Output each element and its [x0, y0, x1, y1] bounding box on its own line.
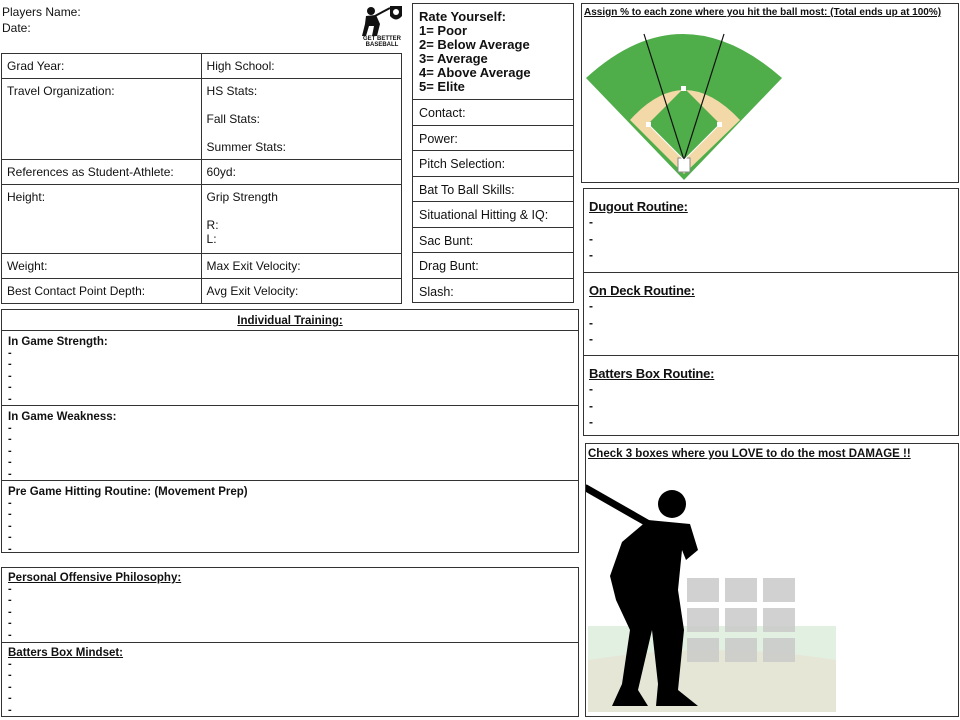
dash-line[interactable]: -	[8, 605, 12, 618]
dash-line[interactable]: -	[8, 467, 12, 480]
travel-organization-field[interactable]: Travel Organization:	[2, 79, 202, 160]
strike-zone-box[interactable]	[687, 578, 719, 602]
contact-point-depth-field[interactable]: Best Contact Point Depth:	[2, 279, 202, 304]
scale-item: 3= Average	[419, 51, 488, 66]
routine-section	[584, 189, 958, 272]
dash-line[interactable]: -	[8, 703, 12, 716]
damage-zone-title: Check 3 boxes where you LOVE to do the most DAMAGE !!	[588, 448, 911, 460]
table-row	[2, 185, 402, 254]
philosophy-panel	[1, 567, 579, 717]
dash-line[interactable]: -	[8, 628, 12, 641]
dash-line[interactable]: -	[589, 248, 593, 262]
references-field[interactable]: References as Student-Athlete:	[2, 160, 202, 185]
rating-sac-bunt[interactable]: Sac Bunt:	[413, 227, 573, 253]
grip-right-label: R:	[206, 218, 219, 232]
dash-line[interactable]: -	[589, 398, 593, 413]
grip-left-label: L:	[206, 232, 217, 246]
dash-line[interactable]: -	[8, 669, 12, 682]
strike-zone-box[interactable]	[763, 638, 795, 662]
routine-list	[584, 189, 958, 435]
table-row	[2, 254, 402, 279]
grip-strength-cell[interactable]	[201, 185, 401, 254]
in-game-strength-section	[2, 330, 578, 405]
rating-contact[interactable]: Contact:	[413, 99, 573, 125]
dash-line[interactable]: -	[8, 680, 12, 693]
strike-zone-box[interactable]	[725, 638, 757, 662]
dash-line[interactable]: -	[8, 508, 12, 521]
dash-line[interactable]: -	[8, 358, 12, 371]
routine-title: Batters Box Routine:	[589, 366, 715, 381]
dash-line[interactable]: -	[8, 583, 12, 595]
fall-stats-label: Fall Stats:	[206, 112, 260, 126]
dash-line[interactable]: -	[8, 392, 12, 405]
logo-text-2: BASEBALL	[365, 42, 399, 48]
dash-line[interactable]: -	[8, 347, 12, 359]
rating-power[interactable]: Power:	[413, 125, 573, 151]
dash-line[interactable]: -	[589, 332, 593, 346]
dash-line[interactable]: -	[8, 456, 12, 469]
strike-zone-grid	[687, 578, 795, 658]
sixty-yard-field[interactable]: 60yd:	[201, 160, 401, 185]
section-title: Personal Offensive Philosophy:	[8, 572, 182, 584]
rating-bat-to-ball[interactable]: Bat To Ball Skills:	[413, 176, 573, 202]
scale-item: 5= Elite	[419, 79, 465, 94]
dash-line[interactable]: -	[589, 415, 593, 429]
pre-game-routine-section	[2, 480, 578, 555]
home-plate-box	[678, 158, 690, 172]
hit-zone-title: Assign % to each zone where you hit the ball most: (Total ends up at 100%)	[584, 7, 942, 18]
dash-line[interactable]: -	[8, 497, 12, 509]
get-better-baseball-logo	[360, 4, 404, 48]
table-row	[2, 160, 402, 185]
dash-line[interactable]: -	[8, 692, 12, 705]
damage-zone-panel	[585, 443, 959, 717]
dash-line[interactable]: -	[8, 422, 12, 434]
dash-line[interactable]: -	[8, 617, 12, 630]
player-header	[2, 4, 81, 36]
dash-line[interactable]: -	[8, 658, 12, 670]
routine-section	[584, 272, 958, 355]
dash-line[interactable]: -	[8, 531, 12, 544]
baseball-field-diagram[interactable]	[582, 20, 788, 180]
strike-zone-box[interactable]	[763, 578, 795, 602]
strike-zone-box[interactable]	[725, 578, 757, 602]
in-game-weakness-section	[2, 405, 578, 480]
table-row	[2, 79, 402, 160]
grad-year-field[interactable]: Grad Year:	[2, 54, 202, 79]
dash-line[interactable]: -	[589, 231, 593, 246]
scale-item: 2= Below Average	[419, 37, 530, 52]
hit-zone-panel	[581, 3, 959, 183]
rating-situational-hitting[interactable]: Situational Hitting & IQ:	[413, 201, 573, 227]
strike-zone-box[interactable]	[687, 608, 719, 632]
dash-line[interactable]: -	[589, 382, 593, 396]
dash-line[interactable]: -	[8, 594, 12, 607]
avg-exit-velocity-field[interactable]: Avg Exit Velocity:	[201, 279, 401, 304]
grip-strength-label: Grip Strength	[206, 190, 278, 204]
section-title: Pre Game Hitting Routine: (Movement Prep)	[8, 486, 248, 498]
dash-line[interactable]: -	[589, 299, 593, 313]
rating-drag-bunt[interactable]: Drag Bunt:	[413, 252, 573, 278]
strike-zone-box[interactable]	[687, 638, 719, 662]
section-title: In Game Weakness:	[8, 411, 117, 423]
dash-line[interactable]: -	[589, 215, 593, 229]
player-name-label: Players Name:	[2, 5, 81, 19]
dash-line[interactable]: -	[8, 369, 12, 382]
table-row	[2, 279, 402, 304]
dash-line[interactable]: -	[8, 519, 12, 532]
height-field[interactable]: Height:	[2, 185, 202, 254]
rating-slash[interactable]: Slash:	[413, 278, 573, 304]
summer-stats-label: Summer Stats:	[206, 140, 286, 154]
individual-training-panel	[1, 309, 579, 553]
dash-line[interactable]: -	[8, 542, 12, 555]
scale-item: 4= Above Average	[419, 65, 531, 80]
batters-box-mindset-section	[2, 642, 578, 716]
routines-panel	[583, 188, 959, 436]
routine-title: On Deck Routine:	[589, 283, 695, 298]
table-row	[2, 54, 402, 79]
date-label: Date:	[2, 21, 31, 35]
logo-text-1: GET BETTER	[362, 36, 401, 42]
dash-line[interactable]: -	[8, 433, 12, 446]
strike-zone-box[interactable]	[725, 608, 757, 632]
dash-line[interactable]: -	[8, 381, 12, 394]
dash-line[interactable]: -	[8, 444, 12, 457]
offensive-philosophy-section	[2, 568, 578, 642]
dash-line[interactable]: -	[589, 315, 593, 330]
strike-zone-box[interactable]	[763, 608, 795, 632]
first-base	[717, 122, 722, 127]
section-title: In Game Strength:	[8, 336, 108, 348]
routine-section	[584, 355, 958, 435]
rating-pitch-selection[interactable]: Pitch Selection:	[413, 150, 573, 176]
max-exit-velocity-field[interactable]: Max Exit Velocity:	[201, 254, 401, 279]
second-base	[681, 86, 686, 91]
rate-yourself-panel	[412, 3, 574, 303]
scale-item: 1= Poor	[419, 23, 468, 38]
hs-stats-label: HS Stats:	[206, 84, 258, 98]
section-title: Batters Box Mindset:	[8, 647, 124, 659]
weight-field[interactable]: Weight:	[2, 254, 202, 279]
player-info-table	[1, 53, 402, 304]
individual-training-title: Individual Training:	[237, 315, 343, 327]
high-school-field[interactable]: High School:	[201, 54, 401, 79]
stats-cell[interactable]	[201, 79, 401, 160]
routine-title: Dugout Routine:	[589, 199, 688, 214]
rate-yourself-title: Rate Yourself:	[419, 9, 506, 24]
third-base	[646, 122, 651, 127]
rating-scale	[419, 24, 567, 94]
